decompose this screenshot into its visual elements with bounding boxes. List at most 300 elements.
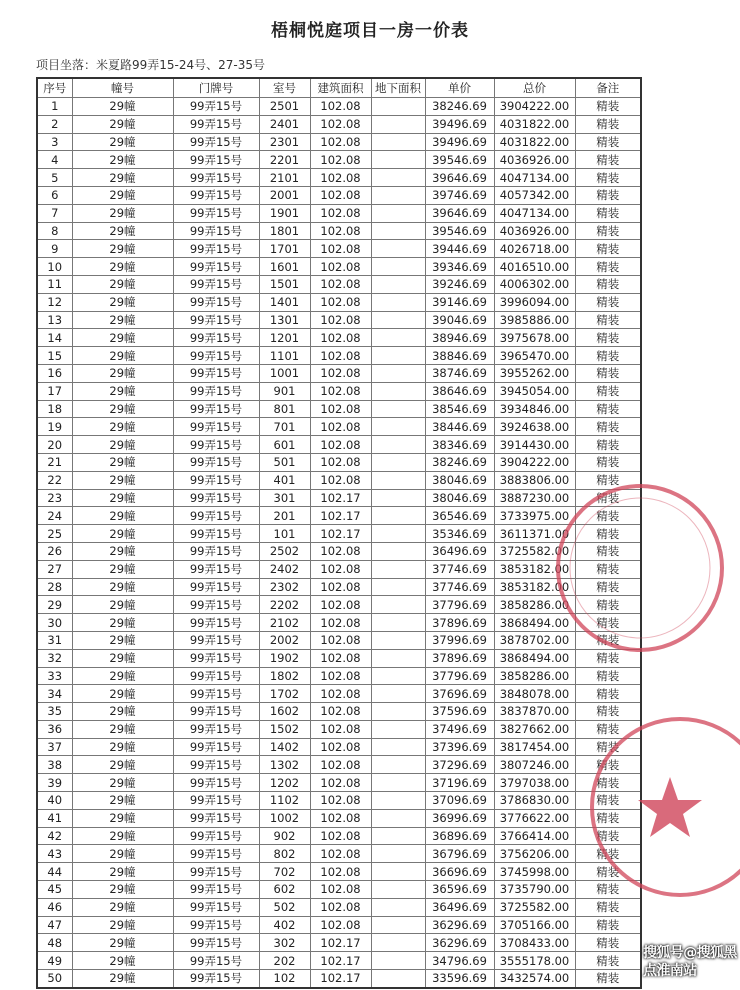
cell-index: 35 (37, 703, 72, 721)
cell-floor-area: 102.08 (310, 774, 371, 792)
cell-door-number: 99弄15号 (173, 418, 259, 436)
cell-index: 19 (37, 418, 72, 436)
cell-unit-price: 37796.69 (425, 667, 494, 685)
cell-remark: 精装 (575, 863, 641, 881)
cell-total-price: 3766414.00 (494, 827, 575, 845)
cell-total-price: 4006302.00 (494, 275, 575, 293)
cell-underground-area (371, 703, 425, 721)
cell-index: 15 (37, 347, 72, 365)
cell-floor-area: 102.08 (310, 578, 371, 596)
table-row (37, 471, 641, 489)
cell-underground-area (371, 364, 425, 382)
cell-door-number: 99弄15号 (173, 240, 259, 258)
cell-unit-price: 39046.69 (425, 311, 494, 329)
cell-underground-area (371, 133, 425, 151)
cell-underground-area (371, 916, 425, 934)
cell-index: 2 (37, 115, 72, 133)
cell-door-number: 99弄15号 (173, 453, 259, 471)
cell-remark: 精装 (575, 560, 641, 578)
cell-unit-price: 36296.69 (425, 934, 494, 952)
cell-remark: 精装 (575, 703, 641, 721)
cell-remark: 精装 (575, 952, 641, 970)
cell-building: 29幢 (72, 453, 173, 471)
cell-room: 2102 (259, 614, 310, 632)
table-row (37, 614, 641, 632)
cell-underground-area (371, 525, 425, 543)
cell-room: 1402 (259, 738, 310, 756)
cell-remark: 精装 (575, 827, 641, 845)
cell-index: 6 (37, 186, 72, 204)
cell-index: 5 (37, 169, 72, 187)
cell-building: 29幢 (72, 685, 173, 703)
cell-door-number: 99弄15号 (173, 222, 259, 240)
cell-total-price: 4026718.00 (494, 240, 575, 258)
table-row (37, 542, 641, 560)
cell-remark: 精装 (575, 898, 641, 916)
cell-index: 29 (37, 596, 72, 614)
table-header-row (37, 78, 641, 98)
col-header-room: 室号 (259, 78, 310, 98)
cell-door-number: 99弄15号 (173, 952, 259, 970)
cell-index: 9 (37, 240, 72, 258)
cell-room: 1202 (259, 774, 310, 792)
cell-underground-area (371, 614, 425, 632)
table-row (37, 507, 641, 525)
cell-total-price: 3904222.00 (494, 98, 575, 116)
cell-unit-price: 36496.69 (425, 898, 494, 916)
cell-building: 29幢 (72, 970, 173, 988)
cell-index: 28 (37, 578, 72, 596)
cell-remark: 精装 (575, 845, 641, 863)
cell-unit-price: 38046.69 (425, 489, 494, 507)
cell-unit-price: 39496.69 (425, 115, 494, 133)
cell-remark: 精装 (575, 738, 641, 756)
cell-door-number: 99弄15号 (173, 792, 259, 810)
cell-door-number: 99弄15号 (173, 204, 259, 222)
cell-remark: 精装 (575, 507, 641, 525)
cell-total-price: 4031822.00 (494, 115, 575, 133)
cell-building: 29幢 (72, 881, 173, 899)
cell-underground-area (371, 881, 425, 899)
watermark: 搜狐号@搜狐黑点淮南站 (643, 945, 737, 979)
cell-total-price: 3868494.00 (494, 649, 575, 667)
cell-room: 2401 (259, 115, 310, 133)
cell-floor-area: 102.08 (310, 560, 371, 578)
table-row (37, 952, 641, 970)
table-row (37, 98, 641, 116)
cell-total-price: 3745998.00 (494, 863, 575, 881)
cell-underground-area (371, 970, 425, 988)
cell-total-price: 3837870.00 (494, 703, 575, 721)
cell-total-price: 4031822.00 (494, 133, 575, 151)
cell-building: 29幢 (72, 596, 173, 614)
table-row (37, 400, 641, 418)
cell-floor-area: 102.08 (310, 240, 371, 258)
cell-floor-area: 102.08 (310, 329, 371, 347)
cell-room: 2301 (259, 133, 310, 151)
cell-unit-price: 38046.69 (425, 471, 494, 489)
cell-remark: 精装 (575, 916, 641, 934)
cell-building: 29幢 (72, 560, 173, 578)
cell-unit-price: 37196.69 (425, 774, 494, 792)
table-row (37, 863, 641, 881)
cell-remark: 精装 (575, 151, 641, 169)
table-row (37, 578, 641, 596)
cell-room: 1901 (259, 204, 310, 222)
cell-index: 4 (37, 151, 72, 169)
table-row (37, 898, 641, 916)
cell-total-price: 3955262.00 (494, 364, 575, 382)
cell-floor-area: 102.17 (310, 507, 371, 525)
cell-total-price: 3985886.00 (494, 311, 575, 329)
cell-index: 41 (37, 809, 72, 827)
cell-building: 29幢 (72, 293, 173, 311)
table-row (37, 845, 641, 863)
cell-door-number: 99弄15号 (173, 275, 259, 293)
cell-unit-price: 37746.69 (425, 578, 494, 596)
cell-remark: 精装 (575, 186, 641, 204)
cell-underground-area (371, 952, 425, 970)
cell-door-number: 99弄15号 (173, 311, 259, 329)
cell-floor-area: 102.17 (310, 952, 371, 970)
col-header-total-price: 总价 (494, 78, 575, 98)
cell-floor-area: 102.08 (310, 649, 371, 667)
cell-room: 1702 (259, 685, 310, 703)
cell-underground-area (371, 169, 425, 187)
cell-room: 1801 (259, 222, 310, 240)
cell-total-price: 4016510.00 (494, 258, 575, 276)
cell-remark: 精装 (575, 382, 641, 400)
cell-underground-area (371, 560, 425, 578)
cell-door-number: 99弄15号 (173, 329, 259, 347)
cell-door-number: 99弄15号 (173, 436, 259, 454)
cell-unit-price: 35346.69 (425, 525, 494, 543)
col-header-underground-area: 地下面积 (371, 78, 425, 98)
cell-total-price: 3883806.00 (494, 471, 575, 489)
cell-total-price: 3725582.00 (494, 898, 575, 916)
cell-index: 1 (37, 98, 72, 116)
col-header-index: 序号 (37, 78, 72, 98)
cell-room: 202 (259, 952, 310, 970)
cell-underground-area (371, 792, 425, 810)
table-row (37, 703, 641, 721)
cell-index: 16 (37, 364, 72, 382)
cell-underground-area (371, 863, 425, 881)
cell-underground-area (371, 222, 425, 240)
cell-door-number: 99弄15号 (173, 293, 259, 311)
cell-underground-area (371, 347, 425, 365)
cell-total-price: 3827662.00 (494, 720, 575, 738)
cell-floor-area: 102.08 (310, 258, 371, 276)
cell-total-price: 3853182.00 (494, 560, 575, 578)
cell-index: 22 (37, 471, 72, 489)
cell-building: 29幢 (72, 845, 173, 863)
cell-remark: 精装 (575, 631, 641, 649)
table-row (37, 916, 641, 934)
cell-building: 29幢 (72, 542, 173, 560)
cell-unit-price: 39446.69 (425, 240, 494, 258)
cell-total-price: 4036926.00 (494, 222, 575, 240)
cell-room: 201 (259, 507, 310, 525)
cell-unit-price: 36896.69 (425, 827, 494, 845)
cell-underground-area (371, 329, 425, 347)
cell-underground-area (371, 98, 425, 116)
cell-remark: 精装 (575, 453, 641, 471)
cell-floor-area: 102.08 (310, 436, 371, 454)
cell-index: 46 (37, 898, 72, 916)
table-row (37, 133, 641, 151)
cell-underground-area (371, 756, 425, 774)
cell-remark: 精装 (575, 489, 641, 507)
table-row (37, 631, 641, 649)
cell-remark: 精装 (575, 133, 641, 151)
cell-floor-area: 102.08 (310, 916, 371, 934)
cell-door-number: 99弄15号 (173, 471, 259, 489)
cell-total-price: 3776622.00 (494, 809, 575, 827)
cell-remark: 精装 (575, 115, 641, 133)
cell-unit-price: 36496.69 (425, 542, 494, 560)
cell-unit-price: 36546.69 (425, 507, 494, 525)
cell-room: 701 (259, 418, 310, 436)
cell-unit-price: 38846.69 (425, 347, 494, 365)
cell-door-number: 99弄15号 (173, 115, 259, 133)
cell-room: 301 (259, 489, 310, 507)
table-row (37, 489, 641, 507)
cell-door-number: 99弄15号 (173, 525, 259, 543)
table-row (37, 311, 641, 329)
cell-room: 502 (259, 898, 310, 916)
cell-building: 29幢 (72, 703, 173, 721)
table-row (37, 115, 641, 133)
cell-building: 29幢 (72, 222, 173, 240)
cell-floor-area: 102.17 (310, 970, 371, 988)
cell-total-price: 3807246.00 (494, 756, 575, 774)
cell-door-number: 99弄15号 (173, 916, 259, 934)
cell-building: 29幢 (72, 186, 173, 204)
table-row (37, 881, 641, 899)
cell-index: 50 (37, 970, 72, 988)
cell-underground-area (371, 774, 425, 792)
cell-room: 1802 (259, 667, 310, 685)
cell-remark: 精装 (575, 471, 641, 489)
cell-floor-area: 102.08 (310, 204, 371, 222)
cell-unit-price: 37596.69 (425, 703, 494, 721)
cell-total-price: 3858286.00 (494, 667, 575, 685)
cell-room: 302 (259, 934, 310, 952)
cell-remark: 精装 (575, 293, 641, 311)
cell-remark: 精装 (575, 596, 641, 614)
cell-index: 26 (37, 542, 72, 560)
table-body (37, 98, 641, 988)
table-row (37, 293, 641, 311)
cell-index: 23 (37, 489, 72, 507)
cell-door-number: 99弄15号 (173, 881, 259, 899)
cell-index: 24 (37, 507, 72, 525)
cell-building: 29幢 (72, 151, 173, 169)
cell-floor-area: 102.08 (310, 115, 371, 133)
cell-total-price: 3887230.00 (494, 489, 575, 507)
cell-underground-area (371, 720, 425, 738)
cell-index: 17 (37, 382, 72, 400)
cell-remark: 精装 (575, 792, 641, 810)
cell-room: 2501 (259, 98, 310, 116)
cell-room: 602 (259, 881, 310, 899)
cell-room: 2002 (259, 631, 310, 649)
cell-unit-price: 37096.69 (425, 792, 494, 810)
cell-door-number: 99弄15号 (173, 364, 259, 382)
cell-building: 29幢 (72, 827, 173, 845)
cell-door-number: 99弄15号 (173, 133, 259, 151)
table-row (37, 667, 641, 685)
cell-total-price: 3848078.00 (494, 685, 575, 703)
table-row (37, 364, 641, 382)
cell-remark: 精装 (575, 275, 641, 293)
cell-total-price: 3725582.00 (494, 542, 575, 560)
cell-floor-area: 102.17 (310, 489, 371, 507)
cell-building: 29幢 (72, 631, 173, 649)
cell-total-price: 3708433.00 (494, 934, 575, 952)
cell-index: 27 (37, 560, 72, 578)
cell-remark: 精装 (575, 204, 641, 222)
cell-unit-price: 38746.69 (425, 364, 494, 382)
cell-building: 29幢 (72, 240, 173, 258)
cell-underground-area (371, 685, 425, 703)
cell-index: 18 (37, 400, 72, 418)
cell-building: 29幢 (72, 898, 173, 916)
cell-building: 29幢 (72, 578, 173, 596)
cell-index: 7 (37, 204, 72, 222)
cell-floor-area: 102.08 (310, 738, 371, 756)
cell-remark: 精装 (575, 774, 641, 792)
cell-total-price: 4047134.00 (494, 169, 575, 187)
cell-building: 29幢 (72, 916, 173, 934)
cell-total-price: 3705166.00 (494, 916, 575, 934)
cell-underground-area (371, 827, 425, 845)
cell-underground-area (371, 898, 425, 916)
cell-building: 29幢 (72, 115, 173, 133)
cell-floor-area: 102.08 (310, 293, 371, 311)
cell-door-number: 99弄15号 (173, 720, 259, 738)
cell-unit-price: 38446.69 (425, 418, 494, 436)
cell-unit-price: 38546.69 (425, 400, 494, 418)
cell-door-number: 99弄15号 (173, 809, 259, 827)
col-header-door-number: 门牌号 (173, 78, 259, 98)
cell-floor-area: 102.08 (310, 809, 371, 827)
cell-room: 2201 (259, 151, 310, 169)
cell-underground-area (371, 151, 425, 169)
document-title: 梧桐悦庭项目一房一价表 (271, 21, 469, 41)
cell-unit-price: 37896.69 (425, 614, 494, 632)
cell-floor-area: 102.08 (310, 898, 371, 916)
cell-door-number: 99弄15号 (173, 863, 259, 881)
project-location: 项目坐落：米夏路99弄15-24号、27-35号 (36, 58, 266, 72)
cell-underground-area (371, 275, 425, 293)
cell-total-price: 3996094.00 (494, 293, 575, 311)
table-row (37, 934, 641, 952)
cell-unit-price: 38946.69 (425, 329, 494, 347)
cell-unit-price: 36996.69 (425, 809, 494, 827)
cell-room: 1602 (259, 703, 310, 721)
cell-unit-price: 36696.69 (425, 863, 494, 881)
cell-room: 2502 (259, 542, 310, 560)
cell-door-number: 99弄15号 (173, 596, 259, 614)
table-row (37, 329, 641, 347)
cell-building: 29幢 (72, 258, 173, 276)
cell-unit-price: 33596.69 (425, 970, 494, 988)
cell-door-number: 99弄15号 (173, 756, 259, 774)
cell-room: 1201 (259, 329, 310, 347)
cell-door-number: 99弄15号 (173, 667, 259, 685)
cell-door-number: 99弄15号 (173, 774, 259, 792)
cell-building: 29幢 (72, 952, 173, 970)
cell-total-price: 3611371.00 (494, 525, 575, 543)
cell-room: 802 (259, 845, 310, 863)
cell-index: 8 (37, 222, 72, 240)
cell-remark: 精装 (575, 756, 641, 774)
cell-room: 1301 (259, 311, 310, 329)
cell-total-price: 4057342.00 (494, 186, 575, 204)
seal-star-icon (638, 777, 702, 837)
cell-index: 30 (37, 614, 72, 632)
cell-building: 29幢 (72, 934, 173, 952)
cell-door-number: 99弄15号 (173, 560, 259, 578)
col-header-remark: 备注 (575, 78, 641, 98)
cell-underground-area (371, 507, 425, 525)
cell-remark: 精装 (575, 881, 641, 899)
cell-unit-price: 34796.69 (425, 952, 494, 970)
cell-unit-price: 37996.69 (425, 631, 494, 649)
cell-remark: 精装 (575, 720, 641, 738)
col-header-building: 幢号 (72, 78, 173, 98)
cell-building: 29幢 (72, 418, 173, 436)
cell-total-price: 3965470.00 (494, 347, 575, 365)
cell-total-price: 3735790.00 (494, 881, 575, 899)
cell-remark: 精装 (575, 525, 641, 543)
cell-door-number: 99弄15号 (173, 898, 259, 916)
cell-remark: 精装 (575, 347, 641, 365)
cell-building: 29幢 (72, 667, 173, 685)
cell-floor-area: 102.08 (310, 614, 371, 632)
cell-room: 1401 (259, 293, 310, 311)
cell-floor-area: 102.08 (310, 471, 371, 489)
cell-unit-price: 39146.69 (425, 293, 494, 311)
cell-door-number: 99弄15号 (173, 738, 259, 756)
cell-building: 29幢 (72, 169, 173, 187)
cell-door-number: 99弄15号 (173, 258, 259, 276)
cell-door-number: 99弄15号 (173, 827, 259, 845)
cell-total-price: 3858286.00 (494, 596, 575, 614)
cell-building: 29幢 (72, 809, 173, 827)
cell-floor-area: 102.08 (310, 222, 371, 240)
cell-floor-area: 102.17 (310, 525, 371, 543)
cell-total-price: 3924638.00 (494, 418, 575, 436)
cell-total-price: 3853182.00 (494, 578, 575, 596)
cell-index: 34 (37, 685, 72, 703)
cell-floor-area: 102.08 (310, 631, 371, 649)
cell-underground-area (371, 738, 425, 756)
col-header-unit-price: 单价 (425, 78, 494, 98)
cell-building: 29幢 (72, 275, 173, 293)
cell-room: 1601 (259, 258, 310, 276)
cell-unit-price: 36296.69 (425, 916, 494, 934)
cell-remark: 精装 (575, 418, 641, 436)
cell-room: 902 (259, 827, 310, 845)
cell-floor-area: 102.08 (310, 151, 371, 169)
cell-total-price: 3786830.00 (494, 792, 575, 810)
cell-remark: 精装 (575, 258, 641, 276)
cell-remark: 精装 (575, 970, 641, 988)
cell-remark: 精装 (575, 809, 641, 827)
